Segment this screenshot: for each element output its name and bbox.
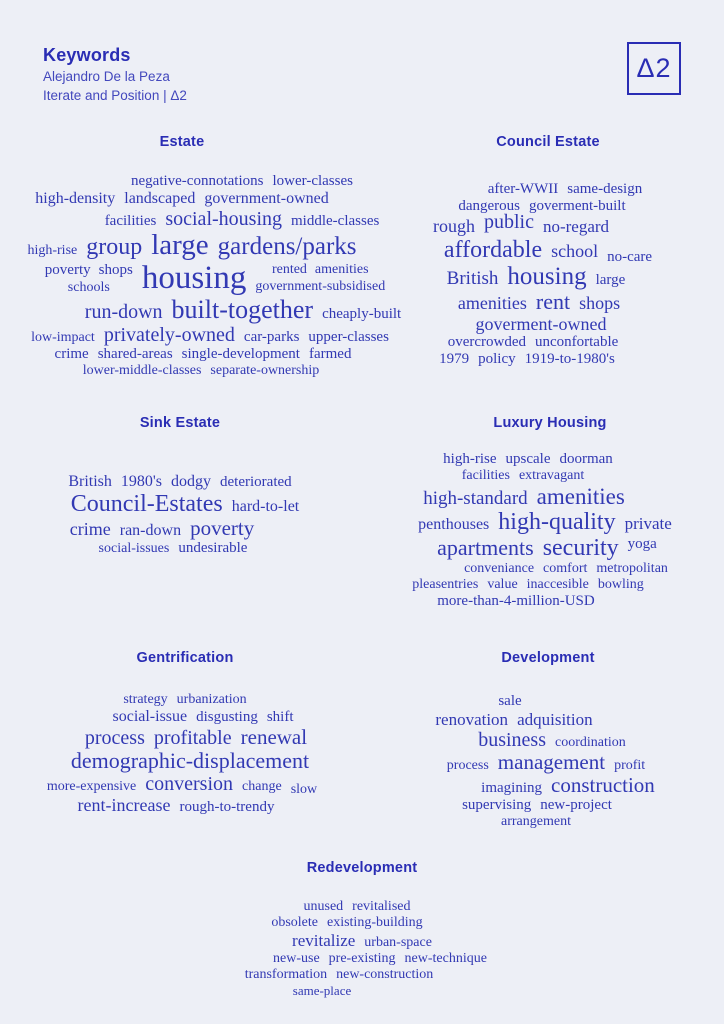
cloud-word: urbanization (176, 692, 247, 707)
cloud-word: same-design (567, 181, 643, 197)
cloud-word: housing (141, 260, 247, 296)
cloud-word: poverty (190, 516, 255, 540)
cloud-word: high-rise (443, 451, 497, 467)
cloud-word: comfort (543, 561, 588, 576)
cloud-word: goverment-built (529, 198, 626, 214)
cloud-word: unconfortable (534, 334, 619, 350)
cloud-word: privately-owned (103, 324, 235, 346)
cloud-line (123, 693, 246, 707)
cloud-word: bowling (597, 577, 644, 592)
cloud-word: coordination (555, 735, 626, 750)
cloud-word: Council-Estates (70, 491, 223, 517)
cloud-word: shops (98, 261, 133, 278)
cloud-word: renewal (240, 725, 308, 749)
cloud-word: conveniance (464, 561, 535, 576)
cloud-line (27, 231, 356, 260)
cloud-word: facilities (461, 468, 510, 483)
section-redevelopment (212, 860, 512, 998)
cloud-word: transformation (244, 967, 328, 982)
cloud-word: management (497, 750, 606, 774)
cloud-word: social-issues (98, 541, 170, 556)
cloud-word: 1979 (439, 351, 470, 367)
cloud-word: schools (67, 279, 110, 295)
cloud-line (464, 562, 668, 576)
cloud-word: 1919-to-1980's (524, 351, 615, 367)
cloud-line (423, 485, 625, 508)
cloud-word: gardens/parks (217, 233, 357, 260)
cloud-line (447, 264, 626, 289)
section-title: Council Estate (496, 134, 600, 150)
cloud-word-stack (45, 263, 133, 295)
section-development (398, 650, 698, 830)
cloud-word: existing-building (326, 915, 423, 930)
cloud-word: supervising (462, 797, 532, 813)
cloud-word: yoga (627, 536, 657, 552)
cloud-word: rough-to-trendy (179, 799, 275, 815)
section-title: Gentrification (136, 650, 234, 666)
cloud-subrow (68, 281, 110, 295)
cloud-line (498, 694, 521, 709)
cloud-word: affordable (443, 237, 543, 263)
cloud-subrow (45, 263, 133, 278)
cloud-word: obsolete (271, 915, 318, 930)
cloud-word: upper-classes (308, 329, 389, 345)
cloud-word: high-rise (27, 243, 78, 258)
cloud-word: farmed (308, 346, 352, 362)
cloud-word: more-expensive (46, 779, 137, 794)
cloud-word: goverment-owned (475, 314, 607, 334)
page-title: Keywords (43, 45, 131, 65)
word-cloud-luxury-housing (395, 451, 705, 610)
cloud-word: rent (535, 289, 571, 314)
cloud-word: single-development (181, 346, 300, 362)
cloud-word: amenities (457, 293, 527, 313)
cloud-word: run-down (84, 301, 163, 323)
cloud-word: crime (54, 346, 89, 362)
cloud-word: revitalize (292, 931, 356, 950)
cloud-word: renovation (435, 710, 509, 729)
cloud-word: slow (290, 782, 318, 797)
cloud-line (439, 352, 615, 367)
logo-text: Δ2 (636, 53, 672, 83)
cloud-line (462, 469, 585, 483)
section-title: Sink Estate (139, 415, 221, 431)
cloud-subrow (272, 263, 369, 277)
cloud-word: public (483, 211, 534, 233)
cloud-word: new-project (540, 797, 612, 813)
cloud-word: construction (551, 773, 655, 797)
cloud-word: value (487, 577, 518, 592)
cloud-word: large (595, 272, 626, 288)
cloud-word: metropolitan (596, 561, 668, 576)
cloud-line (70, 518, 254, 539)
cloud-word: amenities (536, 484, 625, 509)
cloud-word: low-impact (31, 330, 95, 345)
cloud-word: shift (266, 709, 294, 725)
cloud-word: upscale (505, 451, 551, 467)
cloud-word: large (151, 229, 209, 261)
cloud-word: policy (478, 351, 516, 367)
cloud-word: new-technique (404, 951, 487, 966)
cloud-line (131, 174, 353, 189)
cloud-word: profitable (153, 727, 232, 749)
cloud-line (105, 209, 380, 229)
page-header (43, 45, 187, 104)
cloud-word: social-issue (112, 708, 188, 725)
cloud-line (481, 775, 655, 796)
cloud-word: disgusting (196, 709, 258, 725)
cloud-word: overcrowded (447, 334, 526, 350)
cloud-word: more-than-4-million-USD (437, 593, 595, 609)
cloud-subrow (255, 280, 385, 294)
cloud-word: unused (303, 899, 344, 914)
cloud-word: process (446, 758, 489, 773)
author-line: Alejandro De la Peza (43, 69, 170, 84)
cloud-word: extravagant (518, 468, 585, 483)
cloud-word: pre-existing (328, 951, 396, 966)
cloud-word: high-standard (423, 488, 528, 509)
cloud-word: inaccesible (526, 577, 589, 592)
cloud-word: strategy (123, 692, 168, 707)
cloud-word: car-parks (243, 329, 300, 345)
cloud-word: landscaped (124, 190, 196, 207)
cloud-word: group (86, 234, 143, 260)
word-cloud-council-estate (398, 181, 698, 368)
cloud-word: rented (271, 262, 307, 277)
cloud-word: no-care (607, 249, 653, 265)
cloud-line (432, 211, 610, 236)
cloud-word: shops (579, 293, 621, 313)
cloud-word: government-owned (204, 190, 329, 207)
cloud-line (418, 510, 672, 534)
cloud-word: school (551, 241, 599, 261)
cloud-word: urban-space (364, 935, 432, 950)
cloud-line (412, 578, 644, 592)
cloud-word: hard-to-let (231, 498, 300, 515)
cloud-word: after-WWII (487, 181, 559, 197)
cloud-word: adquisition (517, 710, 593, 729)
cloud-word: revitalised (352, 899, 411, 914)
section-gentrification (30, 650, 340, 816)
section-luxury-housing (395, 415, 705, 610)
cloud-word-stack (255, 263, 385, 294)
cloud-word: new-use (273, 951, 320, 966)
section-council-estate (398, 134, 698, 368)
cloud-word: dodgy (171, 473, 212, 490)
cloud-word: change (242, 779, 282, 794)
section-title: Estate (159, 134, 205, 150)
cloud-word: poverty (44, 261, 91, 278)
delta2-logo (627, 42, 681, 95)
cloud-line (448, 335, 619, 350)
cloud-line (476, 315, 607, 333)
cloud-line (462, 798, 612, 813)
word-cloud-gentrification (30, 692, 340, 816)
word-cloud-estate (27, 173, 402, 379)
cloud-line (83, 364, 320, 378)
cloud-word: private (624, 514, 672, 533)
cloud-line (112, 709, 293, 725)
cloud-word: sale (498, 693, 522, 709)
cloud-word: arrangement (501, 814, 571, 829)
word-cloud-sink-estate (30, 473, 330, 557)
cloud-word: rent-increase (77, 795, 171, 815)
cloud-line (443, 452, 613, 467)
cloud-line (31, 325, 389, 345)
cloud-word: profit (614, 758, 646, 773)
cloud-line (271, 916, 422, 930)
cloud-word: social-housing (165, 208, 282, 230)
cloud-word: security (542, 535, 619, 561)
cloud-word: built-together (171, 295, 314, 324)
cloud-word: amenities (314, 262, 369, 277)
cloud-word: new-construction (336, 967, 434, 982)
cloud-word: middle-classes (291, 213, 380, 229)
cloud-word: conversion (145, 773, 234, 795)
cloud-line (245, 968, 434, 982)
cloud-word: British (68, 473, 112, 490)
cloud-word: housing (507, 263, 587, 290)
cloud-word: apartments (437, 535, 534, 560)
cloud-line (435, 711, 592, 728)
cloud-word: ran-down (119, 522, 182, 539)
cloud-word: dangerous (458, 198, 520, 214)
subtitle-line: Iterate and Position | Δ2 (43, 88, 187, 103)
cloud-word: imagining (481, 780, 542, 796)
cloud-word: penthouses (418, 516, 490, 533)
section-sink-estate (30, 415, 330, 557)
cloud-line (501, 815, 571, 829)
cloud-word: undesirable (178, 540, 248, 556)
cloud-line (35, 191, 328, 207)
cloud-word: business (478, 729, 547, 751)
cloud-word: no-regard (542, 217, 610, 236)
cloud-line (71, 492, 300, 516)
cloud-line (55, 347, 352, 362)
cloud-line (292, 932, 432, 950)
cloud-word: deteriorated (220, 474, 292, 490)
cloud-line (78, 796, 275, 815)
cloud-word: pleasentries (412, 577, 479, 592)
section-title: Redevelopment (306, 860, 418, 876)
cloud-line (68, 474, 291, 490)
section-estate (27, 134, 402, 379)
word-cloud-development (398, 693, 698, 830)
cloud-line (46, 773, 318, 797)
cloud-word: high-density (35, 190, 116, 207)
cloud-word: rough (432, 216, 475, 236)
cloud-word: high-quality (498, 509, 616, 535)
cloud-word: process (84, 727, 145, 749)
cloud-line (71, 750, 309, 772)
cloud-word: British (446, 268, 499, 289)
cloud-line (99, 541, 248, 556)
cloud-word: facilities (104, 213, 157, 229)
cloud-line (458, 291, 620, 313)
cloud-line (45, 262, 385, 295)
section-title: Luxury Housing (493, 415, 607, 431)
cloud-line (478, 730, 626, 750)
cloud-word: lower-classes (272, 173, 353, 189)
cloud-word: demographic-displacement (70, 748, 310, 773)
cloud-line (85, 297, 401, 323)
cloud-line (488, 182, 642, 197)
cloud-word: negative-connotations (131, 173, 264, 189)
cloud-line (437, 594, 594, 609)
cloud-word: crime (69, 519, 111, 539)
cloud-line (443, 237, 653, 265)
cloud-line (85, 727, 307, 748)
cloud-word: government-subsidised (255, 279, 386, 294)
cloud-word: cheaply-built (322, 306, 402, 322)
cloud-word: same-place (292, 983, 352, 998)
cloud-word: doorman (559, 451, 613, 467)
cloud-line (447, 752, 645, 773)
cloud-word: shared-areas (97, 346, 173, 362)
cloud-word: 1980's (120, 473, 163, 490)
cloud-word: separate-ownership (210, 363, 320, 378)
cloud-line (437, 536, 657, 560)
cloud-line (304, 900, 411, 914)
cloud-word: lower-middle-classes (82, 363, 202, 378)
word-cloud-redevelopment (212, 899, 512, 998)
section-title: Development (501, 650, 595, 666)
cloud-line (273, 952, 487, 966)
cloud-line (293, 984, 351, 997)
